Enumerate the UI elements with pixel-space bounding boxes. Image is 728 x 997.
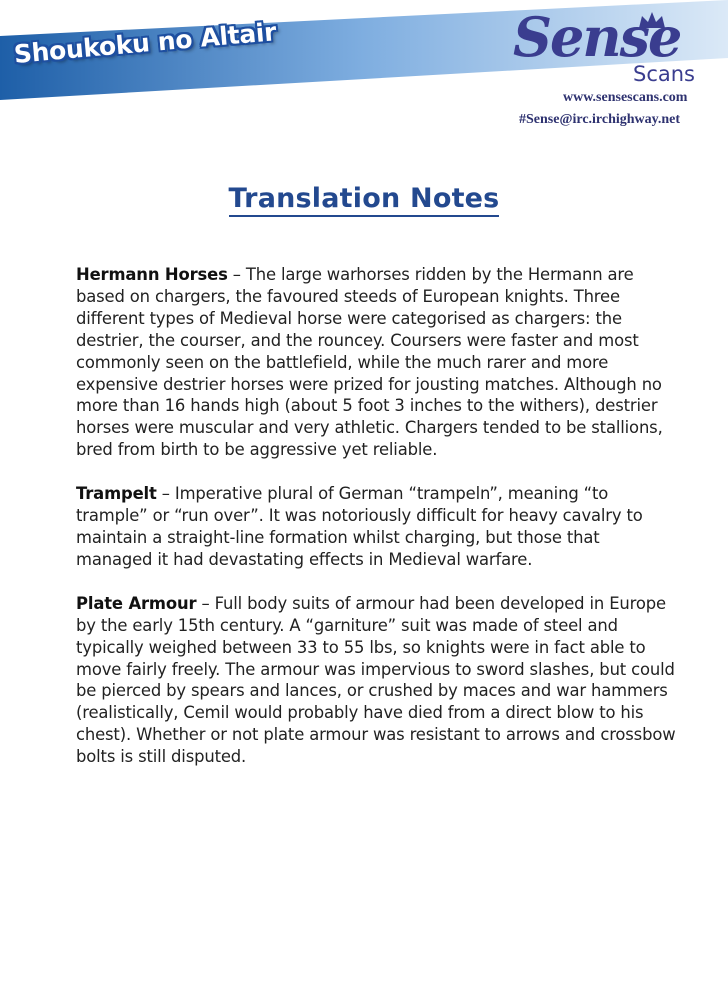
note-term: Hermann Horses: [76, 265, 228, 284]
scanlator-logo: [505, 6, 720, 131]
note-text: – Imperative plural of German “trampeln”, meaning “to trample” or “run over”. It was notoriously difficult for heavy cavalry to maintain a straight-line formation whilst charging, but those that managed it had devastating effects in Medieval warfare.: [76, 484, 643, 569]
translation-note: [76, 264, 680, 461]
logo-irc-channel: #Sense@irc.irchighway.net: [519, 112, 681, 127]
logo-website: www.sensescans.com: [563, 90, 688, 105]
note-text: – The large warhorses ridden by the Hermann are based on chargers, the favoured steeds of European knights. Three different types of Medieval horse were categorised as chargers: the destrier, the courser, and the rouncey. Coursers were faster and most commonly seen on the battlefield, while the much rarer and more expensive destrier horses were prized for jousting matches. Although no more than 16 hands high (about 5 foot 3 inches to the withers), destrier horses were muscular and very athletic. Chargers tended to be stallions, bred from birth to be aggressive yet reliable.: [76, 265, 663, 460]
page-title-text: Translation Notes: [229, 183, 500, 217]
logo-subtitle: Scans: [633, 62, 695, 86]
translation-note: [76, 483, 680, 571]
translation-notes-list: [76, 264, 680, 790]
note-term: Plate Armour: [76, 593, 197, 613]
logo-name: Sense: [513, 5, 681, 69]
note-term: Trampelt: [76, 484, 157, 504]
page-title: [0, 183, 728, 214]
note-text: – Full body suits of armour had been developed in Europe by the early 15th century. A “garniture” suit was made of steel and typically weighed between 33 to 55 lbs, so knights were in fact able to move fairly freely. The armour was impervious to sword slashes, but could be pierced by spears and lances, or crushed by maces and war hammers (realistically, Cemil would probably have died from a direct blow to his chest). Whether or not plate armour was resistant to arrows and crossbow bolts is still disputed.: [76, 593, 676, 767]
series-title: Shoukoku no Altair: [12, 17, 278, 69]
translation-note: [76, 593, 680, 768]
